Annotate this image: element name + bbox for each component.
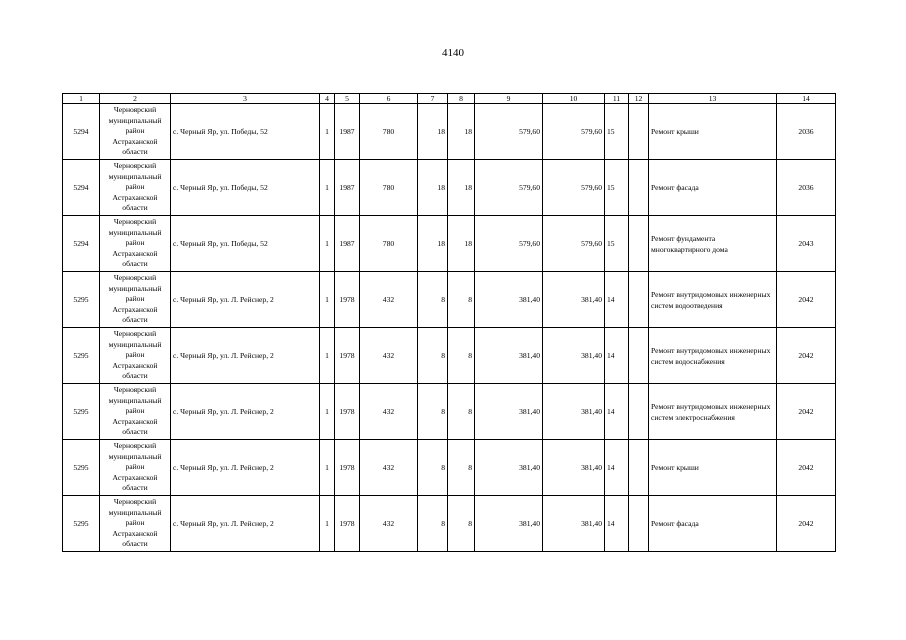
- cell-district: Черноярский муниципальный район Астраханской области: [100, 160, 171, 216]
- cell-area-total: 579,60: [475, 160, 543, 216]
- cell-area-living: 381,40: [543, 272, 605, 328]
- cell-col12: [629, 496, 649, 552]
- cell-house-id: 5294: [63, 216, 100, 272]
- cell-area-living: 579,60: [543, 104, 605, 160]
- cell-area-living: 381,40: [543, 384, 605, 440]
- cell-house-id: 5294: [63, 160, 100, 216]
- column-header: 12: [629, 94, 649, 104]
- cell-address: с. Черный Яр, ул. Победы, 52: [171, 216, 320, 272]
- cell-year: 1987: [335, 216, 360, 272]
- cell-col6: 432: [360, 384, 418, 440]
- cell-col7: 8: [418, 328, 448, 384]
- cell-year: 1978: [335, 440, 360, 496]
- cell-plan-year: 2036: [777, 160, 836, 216]
- cell-col8: 18: [448, 160, 475, 216]
- cell-year: 1978: [335, 328, 360, 384]
- cell-area-total: 381,40: [475, 328, 543, 384]
- cell-col12: [629, 160, 649, 216]
- cell-work-type: Ремонт внутридомовых инженерных систем водоснабжения: [649, 328, 777, 384]
- column-header: 5: [335, 94, 360, 104]
- cell-area-total: 579,60: [475, 216, 543, 272]
- cell-col7: 8: [418, 272, 448, 328]
- cell-col6: 432: [360, 496, 418, 552]
- cell-area-living: 381,40: [543, 440, 605, 496]
- cell-district: Черноярский муниципальный район Астраханской области: [100, 440, 171, 496]
- table-row: [63, 328, 836, 384]
- cell-col4: 1: [320, 272, 335, 328]
- column-header: 14: [777, 94, 836, 104]
- cell-col12: [629, 216, 649, 272]
- column-header: 2: [100, 94, 171, 104]
- cell-col12: [629, 104, 649, 160]
- column-header: 8: [448, 94, 475, 104]
- cell-col7: 18: [418, 160, 448, 216]
- cell-col7: 8: [418, 440, 448, 496]
- column-header: 1: [63, 94, 100, 104]
- cell-area-living: 579,60: [543, 160, 605, 216]
- table-row: [63, 384, 836, 440]
- cell-plan-year: 2042: [777, 384, 836, 440]
- cell-area-living: 381,40: [543, 496, 605, 552]
- cell-work-type: Ремонт внутридомовых инженерных систем водоотведения: [649, 272, 777, 328]
- table-row: [63, 272, 836, 328]
- cell-plan-year: 2042: [777, 272, 836, 328]
- cell-house-id: 5294: [63, 104, 100, 160]
- cell-col4: 1: [320, 440, 335, 496]
- cell-col6: 432: [360, 440, 418, 496]
- column-header: 13: [649, 94, 777, 104]
- cell-col8: 18: [448, 216, 475, 272]
- cell-col4: 1: [320, 496, 335, 552]
- cell-work-type: Ремонт фасада: [649, 160, 777, 216]
- column-header: 3: [171, 94, 320, 104]
- cell-district: Черноярский муниципальный район Астраханской области: [100, 496, 171, 552]
- table-row: [63, 216, 836, 272]
- cell-area-total: 381,40: [475, 440, 543, 496]
- cell-year: 1978: [335, 496, 360, 552]
- cell-plan-year: 2042: [777, 440, 836, 496]
- cell-work-type: Ремонт внутридомовых инженерных систем электроснабжения: [649, 384, 777, 440]
- cell-col11: 14: [605, 440, 629, 496]
- cell-col8: 18: [448, 104, 475, 160]
- cell-col4: 1: [320, 384, 335, 440]
- cell-address: с. Черный Яр, ул. Л. Рейснер, 2: [171, 384, 320, 440]
- cell-col4: 1: [320, 160, 335, 216]
- cell-area-living: 381,40: [543, 328, 605, 384]
- cell-col6: 432: [360, 328, 418, 384]
- cell-address: с. Черный Яр, ул. Победы, 52: [171, 104, 320, 160]
- cell-district: Черноярский муниципальный район Астраханской области: [100, 328, 171, 384]
- cell-year: 1987: [335, 160, 360, 216]
- cell-area-total: 381,40: [475, 496, 543, 552]
- cell-district: Черноярский муниципальный район Астраханской области: [100, 216, 171, 272]
- cell-district: Черноярский муниципальный район Астраханской области: [100, 104, 171, 160]
- table-header-row: [63, 94, 836, 104]
- cell-col6: 432: [360, 272, 418, 328]
- cell-col6: 780: [360, 104, 418, 160]
- cell-col8: 8: [448, 272, 475, 328]
- table-row: [63, 160, 836, 216]
- table-row: [63, 104, 836, 160]
- cell-col7: 18: [418, 104, 448, 160]
- column-header: 10: [543, 94, 605, 104]
- cell-col6: 780: [360, 160, 418, 216]
- cell-col7: 8: [418, 384, 448, 440]
- column-header: 4: [320, 94, 335, 104]
- cell-plan-year: 2042: [777, 496, 836, 552]
- cell-year: 1978: [335, 272, 360, 328]
- column-header: 6: [360, 94, 418, 104]
- cell-col7: 18: [418, 216, 448, 272]
- column-header: 7: [418, 94, 448, 104]
- cell-address: с. Черный Яр, ул. Л. Рейснер, 2: [171, 272, 320, 328]
- cell-address: с. Черный Яр, ул. Л. Рейснер, 2: [171, 328, 320, 384]
- cell-year: 1978: [335, 384, 360, 440]
- cell-work-type: Ремонт крыши: [649, 440, 777, 496]
- cell-col11: 14: [605, 384, 629, 440]
- cell-district: Черноярский муниципальный район Астраханской области: [100, 272, 171, 328]
- cell-col7: 8: [418, 496, 448, 552]
- cell-area-total: 381,40: [475, 384, 543, 440]
- table-row: [63, 496, 836, 552]
- cell-house-id: 5295: [63, 440, 100, 496]
- column-header: 11: [605, 94, 629, 104]
- cell-col12: [629, 384, 649, 440]
- cell-col8: 8: [448, 384, 475, 440]
- cell-col4: 1: [320, 104, 335, 160]
- cell-area-total: 381,40: [475, 272, 543, 328]
- cell-col8: 8: [448, 440, 475, 496]
- cell-col11: 15: [605, 160, 629, 216]
- cell-col12: [629, 328, 649, 384]
- cell-col6: 780: [360, 216, 418, 272]
- cell-col11: 15: [605, 216, 629, 272]
- cell-col4: 1: [320, 328, 335, 384]
- page-number: 4140: [442, 47, 464, 59]
- cell-work-type: Ремонт фундамента многоквартирного дома: [649, 216, 777, 272]
- cell-year: 1987: [335, 104, 360, 160]
- cell-house-id: 5295: [63, 384, 100, 440]
- cell-plan-year: 2042: [777, 328, 836, 384]
- cell-col8: 8: [448, 328, 475, 384]
- cell-house-id: 5295: [63, 272, 100, 328]
- cell-col8: 8: [448, 496, 475, 552]
- cell-area-total: 579,60: [475, 104, 543, 160]
- cell-col11: 14: [605, 272, 629, 328]
- cell-plan-year: 2043: [777, 216, 836, 272]
- cell-col12: [629, 272, 649, 328]
- cell-address: с. Черный Яр, ул. Победы, 52: [171, 160, 320, 216]
- cell-col4: 1: [320, 216, 335, 272]
- cell-area-living: 579,60: [543, 216, 605, 272]
- table-row: [63, 440, 836, 496]
- cell-house-id: 5295: [63, 496, 100, 552]
- cell-col11: 14: [605, 328, 629, 384]
- cell-plan-year: 2036: [777, 104, 836, 160]
- cell-col12: [629, 440, 649, 496]
- cell-col11: 15: [605, 104, 629, 160]
- cell-house-id: 5295: [63, 328, 100, 384]
- cell-district: Черноярский муниципальный район Астраханской области: [100, 384, 171, 440]
- cell-address: с. Черный Яр, ул. Л. Рейснер, 2: [171, 496, 320, 552]
- cell-work-type: Ремонт крыши: [649, 104, 777, 160]
- program-table: [62, 93, 836, 552]
- cell-address: с. Черный Яр, ул. Л. Рейснер, 2: [171, 440, 320, 496]
- column-header: 9: [475, 94, 543, 104]
- cell-work-type: Ремонт фасада: [649, 496, 777, 552]
- cell-col11: 14: [605, 496, 629, 552]
